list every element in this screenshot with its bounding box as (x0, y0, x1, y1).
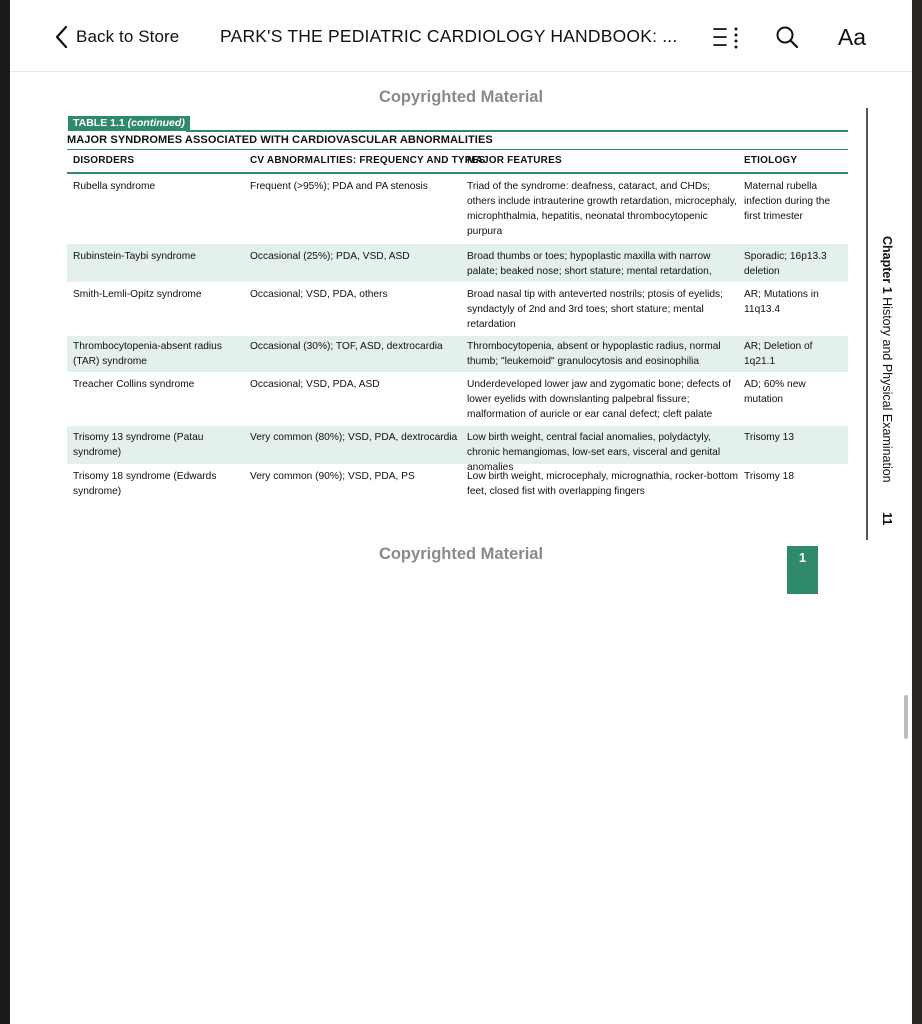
cell-disorder: Thrombocytopenia-absent radius (TAR) syndrome (73, 341, 222, 367)
cell-etiology: Sporadic; 16p13.3 deletion (744, 251, 827, 277)
cell-features: Low birth weight, microcephaly, micrognathia, rocker-bottom feet, closed fist with overlapping fingers (467, 471, 739, 497)
table-row (67, 244, 848, 282)
cell-disorder: Trisomy 18 syndrome (Edwards syndrome) (73, 471, 217, 497)
table-row (67, 374, 848, 426)
window-edge (912, 0, 922, 1024)
header-disorders: DISORDERS (73, 155, 135, 166)
search-icon[interactable] (772, 20, 802, 54)
table-row (67, 336, 848, 372)
running-head-page-number: 11 (880, 512, 894, 526)
table-row (67, 426, 848, 473)
cell-cv: Occasional; VSD, PDA, others (250, 289, 388, 300)
cell-etiology: Trisomy 18 (744, 471, 795, 482)
font-settings-button[interactable]: Aa (837, 23, 867, 50)
table-continued: (continued) (127, 117, 185, 129)
toolbar-divider (10, 71, 912, 72)
reader-app (10, 0, 912, 1024)
cell-etiology: Maternal rubella infection during the first trimester (744, 181, 831, 222)
cell-features: Broad thumbs or toes; hypoplastic maxilla with narrow palate; beaked nose; short stature; mental retardation, (467, 251, 712, 277)
header-cv-abnormalities: CV ABNORMALITIES: FREQUENCY AND TYPES (250, 155, 486, 166)
table-caption: MAJOR SYNDROMES ASSOCIATED WITH CARDIOVASCULAR ABNORMALITIES (67, 134, 493, 146)
table-label (68, 116, 190, 131)
cell-disorder: Treacher Collins syndrome (73, 379, 195, 390)
running-head (876, 236, 894, 546)
table-top-rule (186, 130, 848, 132)
header-rule (67, 172, 848, 174)
cell-features: Thrombocytopenia, absent or hypoplastic radius, normal thumb; "leukemoid" granulocytosis and eosinophilia (467, 341, 721, 367)
header-etiology: ETIOLOGY (744, 155, 798, 166)
margin-rule (866, 108, 868, 540)
cell-features: Broad nasal tip with anteverted nostrils; ptosis of eyelids; syndactyly of 2nd and 3rd toes; short stature; mental retardation (467, 289, 723, 330)
book-title: PARK'S THE PEDIATRIC CARDIOLOGY HANDBOOK: ... (220, 26, 678, 46)
cell-etiology: Trisomy 13 (744, 432, 795, 443)
cell-features: Triad of the syndrome: deafness, cataract, and CHDs; others include intrauterine growth retardation, microcephaly, microphthalmia, hepatitis, neonatal thrombocytopenic purpura (467, 181, 737, 237)
table-row (67, 466, 848, 504)
table-number: TABLE 1.1 (73, 117, 125, 129)
cell-disorder: Rubinstein-Taybi syndrome (73, 251, 196, 262)
cell-features: Underdeveloped lower jaw and zygomatic bone; defects of lower eyelids with downslanting palpebral fissure; malformation of auricle or ear canal defect; cleft palate (467, 379, 731, 420)
cell-disorder: Smith-Lemli-Opitz syndrome (73, 289, 202, 300)
running-head-chapter: Chapter 1 (880, 236, 894, 294)
back-to-store-button[interactable] (52, 22, 179, 52)
running-head-title: History and Physical Examination (880, 297, 894, 483)
cell-cv: Very common (80%); VSD, PDA, dextrocardia (250, 432, 458, 443)
page-badge: 1 (787, 546, 818, 594)
table-row (67, 284, 848, 336)
cell-cv: Very common (90%); VSD, PDA, PS (250, 471, 415, 482)
table-of-contents-icon[interactable] (710, 20, 742, 54)
copyright-watermark-top: Copyrighted Material (378, 88, 544, 106)
cell-etiology: AR; Deletion of 1q21.1 (744, 341, 813, 367)
cell-cv: Occasional (25%); PDA, VSD, ASD (250, 251, 410, 262)
top-toolbar (10, 0, 912, 72)
cell-disorder: Rubella syndrome (73, 181, 156, 192)
back-label: Back to Store (76, 27, 180, 46)
cell-etiology: AD; 60% new mutation (744, 379, 806, 405)
cell-etiology: AR; Mutations in 11q13.4 (744, 289, 819, 315)
cell-features: Low birth weight, central facial anomalies, polydactyly, chronic hemangiomas, low-set ears, visceral and genital anomalies (467, 432, 721, 473)
cell-cv: Occasional; VSD, PDA, ASD (250, 379, 380, 390)
caption-rule (67, 149, 848, 150)
header-major-features: MAJOR FEATURES (467, 155, 562, 166)
cell-disorder: Trisomy 13 syndrome (Patau syndrome) (73, 432, 204, 458)
cell-cv: Occasional (30%); TOF, ASD, dextrocardia (250, 341, 443, 352)
scrollbar-thumb[interactable] (904, 695, 908, 739)
chevron-left-icon (52, 24, 70, 50)
cell-cv: Frequent (>95%); PDA and PA stenosis (250, 181, 428, 192)
copyright-watermark-bottom: Copyrighted Material (378, 545, 544, 563)
table-header-row (67, 152, 848, 172)
table-row (67, 176, 848, 240)
